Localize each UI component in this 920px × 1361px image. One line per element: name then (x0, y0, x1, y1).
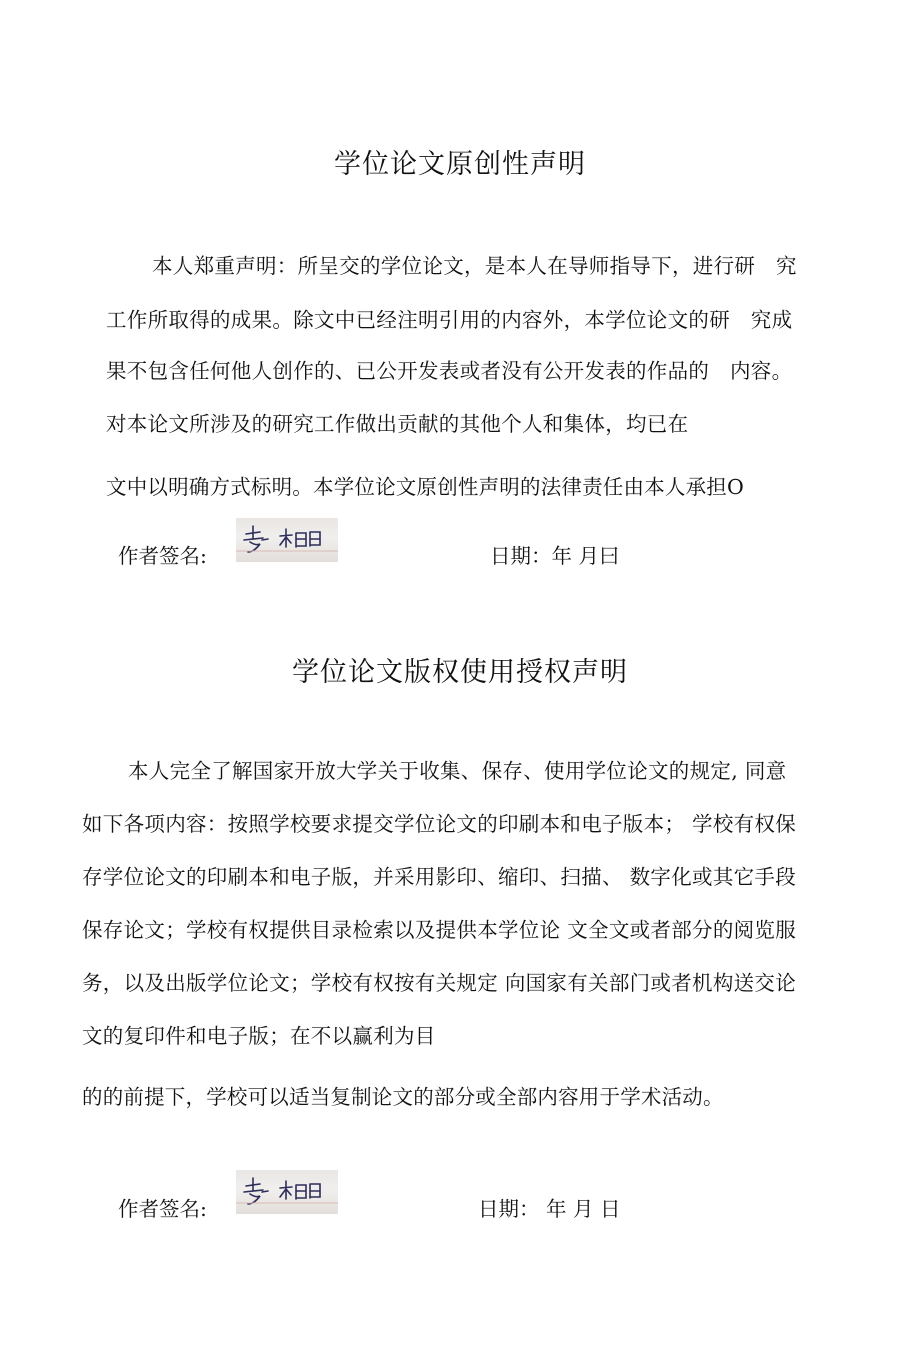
originality-paragraph-line-5: 文中以明确方式标明。本学位论文原创性声明的法律责任由本人承担O (106, 475, 745, 499)
signing-date: 日期：年 月曰 (490, 544, 620, 568)
originality-paragraph-line-2: 工作所取得的成果。除文中已经注明引用的内容外，本学位论文的研 究成 (106, 308, 793, 332)
signature-handwriting-text: 李 相日 (236, 519, 240, 520)
originality-paragraph-line-1: 本人郑重声明：所呈交的学位论文，是本人在导师指导下，进行研 究 (152, 254, 797, 278)
originality-paragraph-line-3: 果不包含任何他人创作的、已公开发表或者没有公开发表的作品的 内容。 (106, 359, 793, 383)
handwritten-signature (236, 518, 338, 562)
author-signature-label: 作者签名: (118, 1197, 207, 1221)
originality-paragraph-line-4: 对本论文所涉及的研究工作做出贡献的其他个人和集体，均已在 (106, 412, 689, 436)
author-signature-label: 作者签名: (118, 544, 207, 568)
authorization-paragraph-line-3: 存学位论文的印刷本和电子版，并采用影印、缩印、扫描、 数字化或其它手段 (82, 865, 797, 889)
signature-handwriting-text: 李 相日 (236, 1171, 240, 1172)
authorization-paragraph-line-7: 的的前提下，学校可以适当复制论文的部分或全部内容用于学术活动。 (82, 1085, 724, 1109)
authorization-paragraph-line-2: 如下各项内容：按照学校要求提交学位论文的印刷本和电子版本； 学校有权保 (82, 812, 797, 836)
authorization-paragraph-line-6: 文的复印件和电子版；在不以赢利为目 (82, 1024, 436, 1048)
copyright-authorization-title: 学位论文版权使用授权声明 (292, 657, 628, 688)
signing-date: 日期： 年 月 日 (478, 1197, 621, 1221)
originality-statement-title: 学位论文原创性声明 (334, 149, 586, 180)
handwritten-signature (236, 1170, 338, 1214)
authorization-paragraph-line-5: 务，以及出版学位论文；学校有权按有关规定 向国家有关部门或者机构送交论 (82, 971, 797, 995)
authorization-paragraph-line-4: 保存论文；学校有权提供目录检索以及提供本学位论 文全文或者部分的阅览服 (82, 918, 797, 942)
authorization-paragraph-line-1: 本人完全了解国家开放大学关于收集、保存、使用学位论文的规定, 同意 (128, 759, 787, 783)
